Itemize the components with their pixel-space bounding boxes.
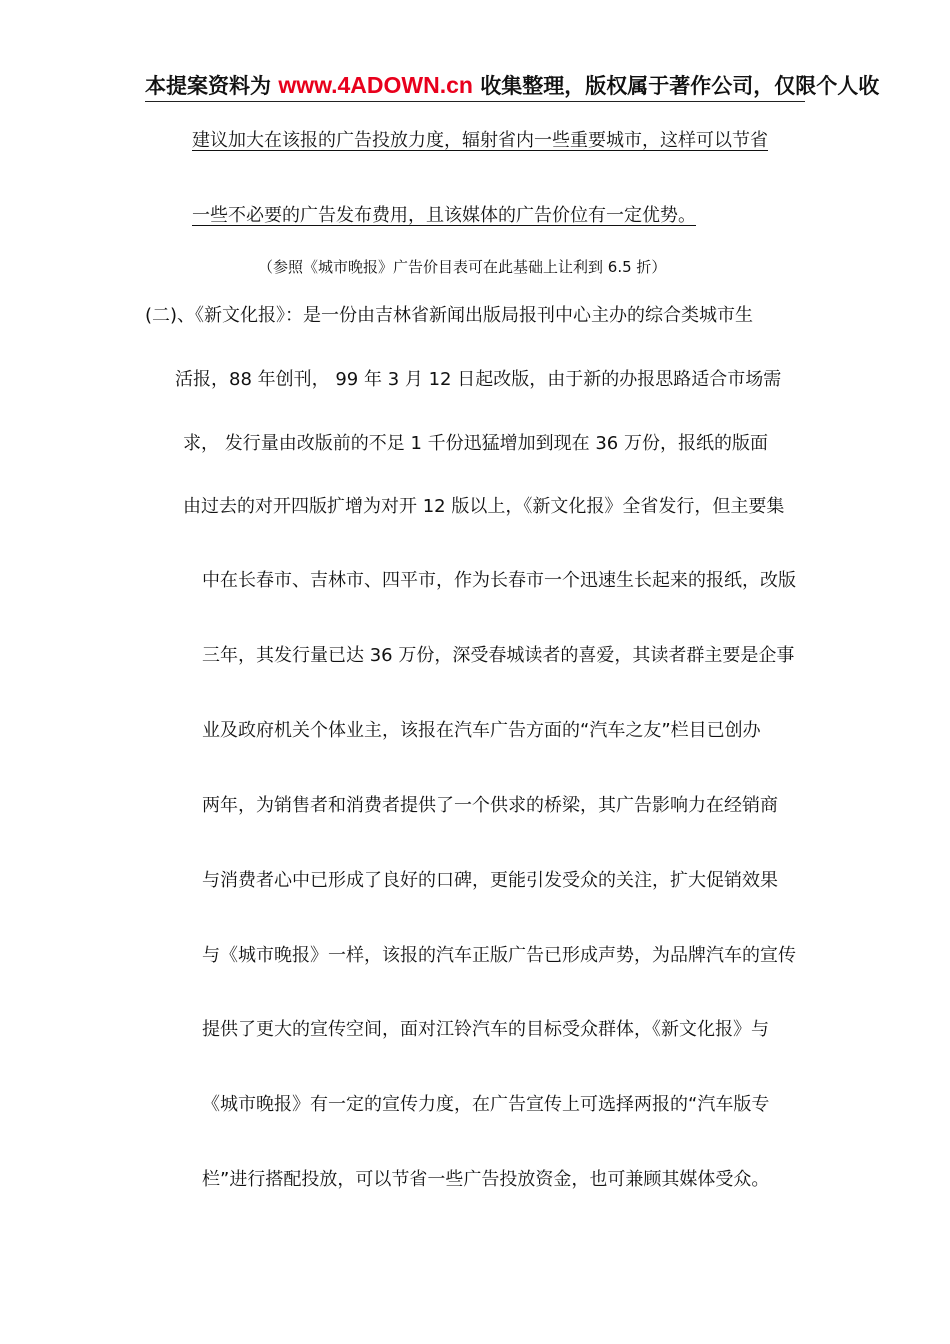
body-line: 提供了更大的宣传空间，面对江铃汽车的目标受众群体，《新文化报》与 bbox=[202, 1019, 769, 1040]
body-line: 由过去的对开四版扩增为对开 12 版以上，《新文化报》全省发行，但主要集 bbox=[183, 496, 785, 517]
body-line-underlined: 建议加大在该报的广告投放力度，辐射省内一些重要城市，这样可以节省 bbox=[192, 130, 768, 151]
body-line: 中在长春市、吉林市、四平市，作为长春市一个迅速生长起来的报纸，改版 bbox=[202, 570, 796, 591]
body-line: 栏”进行搭配投放，可以节省一些广告投放资金，也可兼顾其媒体受众。 bbox=[202, 1169, 770, 1190]
body-line: 活报，88 年创刊， 99 年 3 月 12 日起改版，由于新的办报思路适合市场需 bbox=[175, 369, 782, 390]
header-rule bbox=[145, 101, 805, 102]
price-note: （参照《城市晚报》广告价目表可在此基础上让利到 6.5 折） bbox=[258, 258, 667, 276]
body-line: 与消费者心中已形成了良好的口碑，更能引发受众的关注，扩大促销效果 bbox=[202, 870, 778, 891]
header-suffix: 收集整理，版权属于著作公司，仅限个人收 bbox=[472, 74, 880, 98]
header-site-link[interactable]: www.4ADOWN.cn bbox=[278, 72, 473, 98]
body-line-underlined: 一些不必要的广告发布费用，且该媒体的广告价位有一定优势。 bbox=[192, 205, 696, 226]
header-prefix: 本提案资料为 bbox=[145, 74, 279, 98]
body-line: 与《城市晚报》一样，该报的汽车正版广告已形成声势，为品牌汽车的宣传 bbox=[202, 945, 796, 966]
body-line: 《城市晚报》有一定的宣传力度，在广告宣传上可选择两报的“汽车版专 bbox=[202, 1094, 770, 1115]
body-line: 两年，为销售者和消费者提供了一个供求的桥梁，其广告影响力在经销商 bbox=[202, 795, 778, 816]
page-header bbox=[145, 71, 879, 100]
body-line: 业及政府机关个体业主，该报在汽车广告方面的“汽车之友”栏目已创办 bbox=[202, 720, 761, 741]
body-line: 三年，其发行量已达 36 万份，深受春城读者的喜爱，其读者群主要是企事 bbox=[202, 645, 795, 666]
body-line: 求， 发行量由改版前的不足 1 千份迅猛增加到现在 36 万份，报纸的版面 bbox=[183, 433, 768, 454]
section-heading: (二)、《新文化报》：是一份由吉林省新闻出版局报刊中心主办的综合类城市生 bbox=[145, 305, 754, 326]
